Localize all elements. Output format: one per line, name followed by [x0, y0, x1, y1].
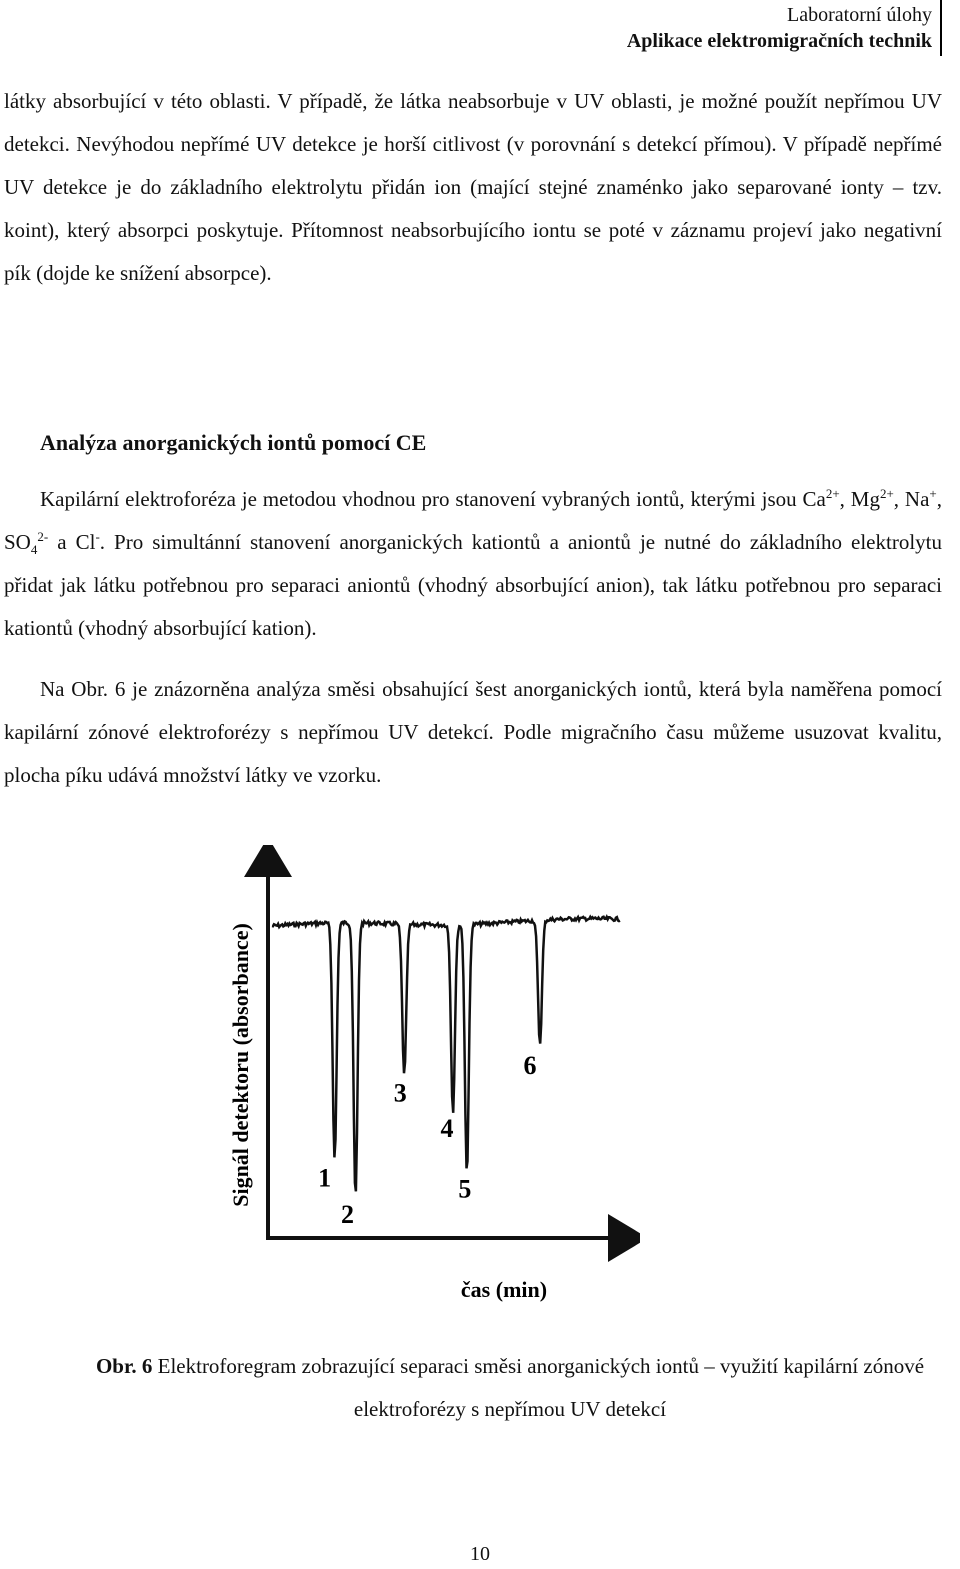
caption-text: Elektroforegram zobrazující separaci směsi anorganických iontů – využití kapilární zónové elektroforézy s nepřímou UV detekcí — [152, 1354, 925, 1421]
paragraph-figure-intro: Na Obr. 6 je znázorněna analýza směsi obsahující šest anorganických iontů, která byla naměřena pomocí kapilární zónové elektroforézy s nepřímou UV detekcí. Podle migračního času můžeme usuzovat kvalitu, plocha píku udává množství látky ve vzorku. — [4, 677, 942, 787]
page-header — [627, 0, 942, 56]
p2-intro: Kapilární elektroforéza je metodou vhodnou pro stanovení vybraných iontů, kterými jsou — [40, 487, 797, 511]
peak-label-1: 1 — [318, 1163, 332, 1193]
x-axis-label: čas (min) — [460, 1277, 548, 1302]
figure-caption — [80, 1345, 940, 1431]
peak-label-6: 6 — [523, 1050, 537, 1080]
signal-trace — [272, 917, 620, 1192]
header-course: Laboratorní úlohy — [787, 4, 932, 26]
peak-label-2: 2 — [341, 1200, 354, 1229]
page-number: 10 — [470, 1543, 490, 1565]
y-axis-label: Signál detektoru (absorbance) — [228, 923, 253, 1207]
electropherogram-svg — [220, 845, 640, 1315]
peak-label-5: 5 — [458, 1174, 472, 1204]
electropherogram-figure — [220, 845, 640, 1315]
header-topic: Aplikace elektromigračních technik — [626, 30, 932, 52]
caption-label: Obr. 6 — [95, 1354, 153, 1378]
paragraph-inorganic-ions: Kapilární elektroforéza je metodou vhodnou pro stanovení vybraných iontů, kterými jsou $Ca^{2+}$, $Mg^{2+}$, Na+, $SO_4^{2-}$ a Cl-. Pro simultánní stanovení anorganických kationtů a aniontů je nutné do základního elektrolytu přidat jak látku potřebnou pro separaci aniontů (vhodný absorbující anion), tak látku potřebnou pro separaci kationtů (vhodný absorbující kation). — [4, 486, 942, 640]
section-heading: Analýza anorganických iontů pomocí CE — [40, 430, 427, 455]
p2-rest: . Pro simultánní stanovení anorganických kationtů a aniontů je nutné do základního elektrolytu přidat jak látku potřebnou pro separaci aniontů (vhodný absorbující anion), tak látku potřebnou pro separaci kationtů (vhodný absorbující kation). — [4, 530, 942, 640]
peak-label-3: 3 — [393, 1078, 407, 1108]
paragraph-indirect-uv: látky absorbující v této oblasti. V případě, že látka neabsorbuje v UV oblasti, je možné použít nepřímou UV detekci. Nevýhodou nepřímé UV detekce je horší citlivost (v porovnání s detekcí přímou). V případě nepřímé UV detekce je do základního elektrolytu přidán ion (mající stejné znaménko jako separované ionty – tzv. koint), který absorpci poskytuje. Přítomnost neabsorbujícího iontu se poté v záznamu projeví jako negativní pík (dojde ke snížení absorpce). — [4, 89, 942, 285]
peak-label-4: 4 — [440, 1114, 454, 1143]
